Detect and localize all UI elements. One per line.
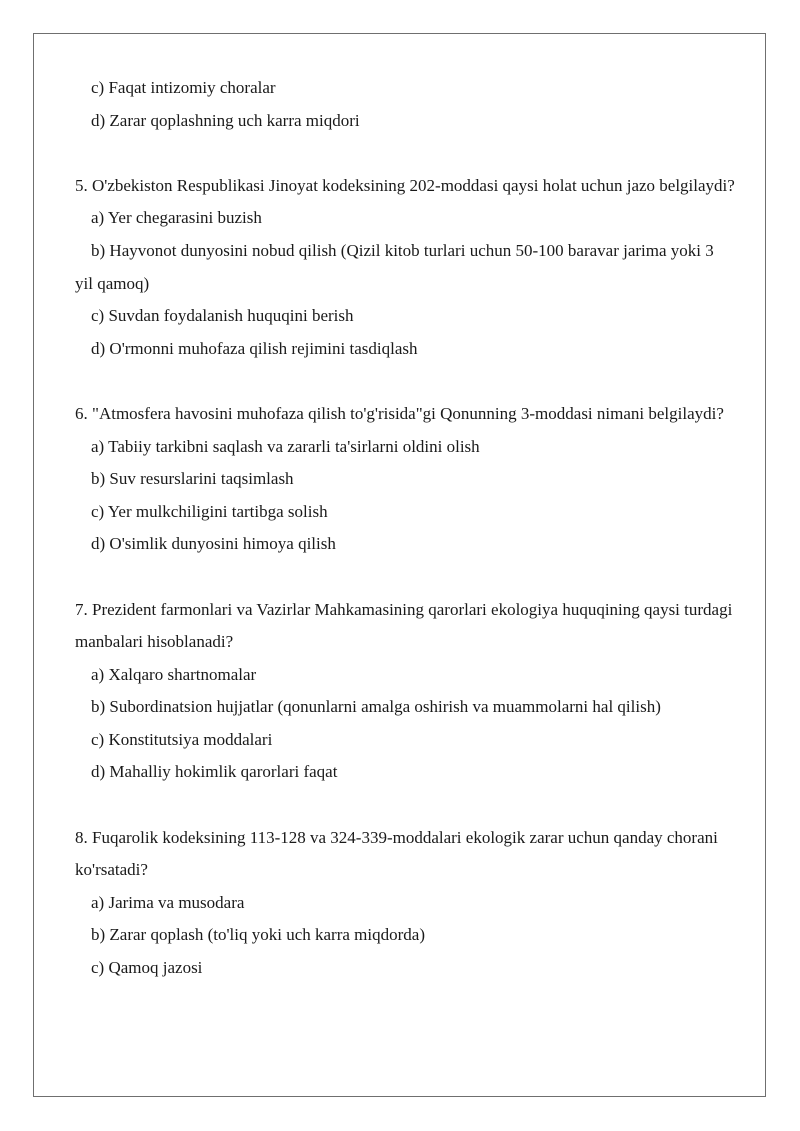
option-d: d) O'simlik dunyosini himoya qilish xyxy=(91,534,336,554)
option-d: d) Zarar qoplashning uch karra miqdori xyxy=(91,110,360,130)
question-text: 5. O'zbekiston Respublikasi Jinoyat kodeksining 202-moddasi qaysi holat uchun jazo belgilaydi? xyxy=(75,175,735,195)
question-8 xyxy=(75,822,735,985)
option-c: c) Yer mulkchiligini tartibga solish xyxy=(91,501,328,521)
option-c: c) Konstitutsiya moddalari xyxy=(91,729,273,749)
document-body xyxy=(75,72,735,985)
option-d: d) O'rmonni muhofaza qilish rejimini tasdiqlash xyxy=(91,338,418,358)
option-b: b) Suv resurslarini taqsimlash xyxy=(91,469,294,489)
spacer xyxy=(75,137,735,170)
option-a: a) Tabiiy tarkibni saqlash va zararli ta'sirlarni oldini olish xyxy=(91,436,480,456)
option-c: c) Faqat intizomiy choralar xyxy=(91,78,276,97)
option-d: d) Mahalliy hokimlik qarorlari faqat xyxy=(91,762,338,782)
question-5 xyxy=(75,170,735,366)
question-text: 7. Prezident farmonlari va Vazirlar Mahkamasining qarorlari ekologiya huquqining qaysi turdagi manbalari hisoblanadi? xyxy=(75,599,733,652)
option-c: c) Qamoq jazosi xyxy=(91,958,203,978)
option-a: a) Yer chegarasini buzish xyxy=(91,208,262,228)
option-b: b) Zarar qoplash (to'liq yoki uch karra miqdorda) xyxy=(91,925,425,945)
question-7 xyxy=(75,594,735,790)
option-b: b) Hayvonot dunyosini nobud qilish (Qizil kitob turlari uchun 50-100 baravar jarima yoki 3 yil qamoq) xyxy=(75,240,714,293)
spacer xyxy=(75,365,735,398)
option-b: b) Subordinatsion hujjatlar (qonunlarni amalga oshirish va muammolarni hal qilish) xyxy=(91,697,661,717)
spacer xyxy=(75,561,735,594)
option-a: a) Jarima va musodara xyxy=(91,892,245,912)
question-6 xyxy=(75,398,735,561)
question-text: 6. "Atmosfera havosini muhofaza qilish to'g'risida"gi Qonunning 3-moddasi nimani belgilaydi? xyxy=(75,403,724,423)
question-text: 8. Fuqarolik kodeksining 113-128 va 324-339-moddalari ekologik zarar uchun qanday chorani ko'rsatadi? xyxy=(75,827,718,880)
spacer xyxy=(75,789,735,822)
option-c: c) Suvdan foydalanish huquqini berish xyxy=(91,306,354,326)
option-a: a) Xalqaro shartnomalar xyxy=(91,664,257,684)
